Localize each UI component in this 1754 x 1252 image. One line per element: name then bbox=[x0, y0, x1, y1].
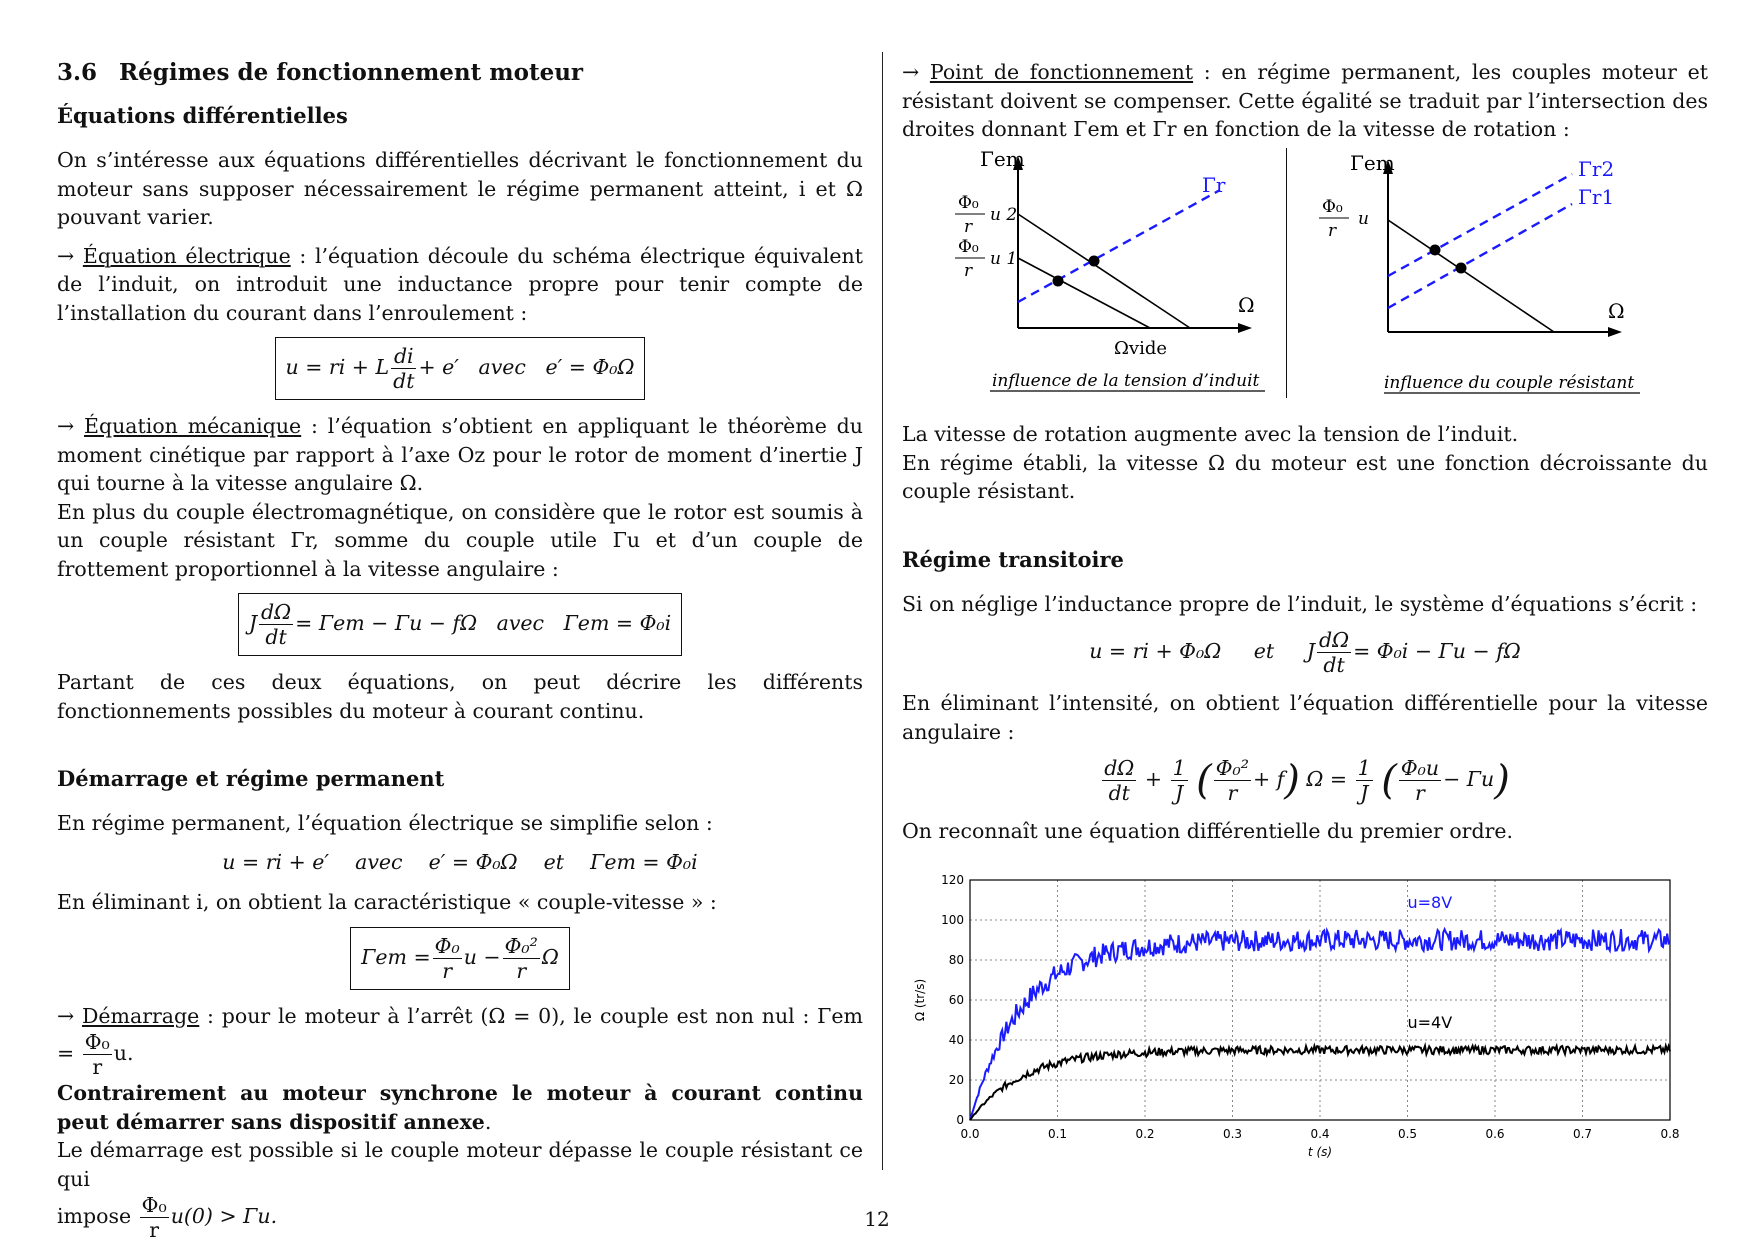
y-tick-label: 20 bbox=[948, 1073, 964, 1087]
x-tick-label: 0.2 bbox=[1135, 1127, 1155, 1141]
x-tick-label: 0.5 bbox=[1397, 1127, 1418, 1141]
x-tick-label: 0.7 bbox=[1572, 1127, 1593, 1141]
y-label: Γem bbox=[1350, 151, 1395, 175]
eq-part: u. bbox=[113, 1041, 134, 1065]
eq-den: r bbox=[92, 1055, 103, 1079]
x-arrowhead bbox=[1608, 327, 1622, 337]
eq-num: 1 bbox=[1172, 756, 1186, 780]
left-column bbox=[57, 58, 863, 1252]
eq-den: dt bbox=[265, 625, 287, 649]
elec-label: Équation électrique bbox=[82, 243, 291, 268]
y-tick-label: 120 bbox=[941, 873, 964, 887]
u1-var: u 1 bbox=[990, 249, 1018, 269]
eq-num: Φ₀² bbox=[1215, 756, 1249, 780]
eq-part: Ω bbox=[541, 944, 559, 969]
text: impose bbox=[57, 1204, 132, 1228]
speed-response-chart bbox=[910, 870, 1680, 1170]
eq-num: Φ₀u bbox=[1400, 756, 1440, 780]
u1-den: r bbox=[964, 261, 973, 281]
pf-label: Point de fonctionnement bbox=[929, 60, 1194, 84]
voltage-effect-paragraph: La vitesse de rotation augmente avec la tension de l’induit. bbox=[902, 422, 1519, 446]
mec-label: Équation mécanique bbox=[84, 414, 302, 438]
equation-transient-system bbox=[902, 628, 1708, 677]
arrow: → bbox=[57, 414, 75, 438]
line-gamma-r2 bbox=[1388, 174, 1572, 276]
bold-end: . bbox=[484, 1109, 492, 1134]
section-title: Régimes de fonctionnement moteur bbox=[119, 59, 584, 86]
y-tick-label: 40 bbox=[948, 1033, 964, 1047]
bold-statement bbox=[57, 1079, 863, 1136]
load-effect-paragraph: En régime établi, la vitesse Ω du moteur est une fonction décroissante du couple résistant. bbox=[902, 450, 1708, 503]
diagram-separator bbox=[1286, 148, 1287, 398]
eq-part: u = ri + Φ₀Ω et J bbox=[1089, 639, 1315, 663]
eq-num: 1 bbox=[1357, 756, 1371, 780]
eq-num: dΩ bbox=[261, 600, 292, 624]
eq-num: Φ₀² bbox=[504, 933, 538, 958]
eq-part: Ω = bbox=[1306, 767, 1348, 791]
subsection-transient: Régime transitoire bbox=[902, 546, 1124, 572]
equation-torque-speed bbox=[57, 927, 863, 990]
elec-text: : l’équation découle du schéma électrique équivalent de l’induit, on introduit une inductance propre pour tenir compte de l’installation du courant dans l’enroulement : bbox=[57, 243, 863, 325]
gamma-r1-label: Γr1 bbox=[1578, 185, 1615, 209]
intersection-r1 bbox=[1456, 263, 1467, 274]
eq-part: + bbox=[1144, 767, 1163, 791]
diagram-load-influence bbox=[1310, 148, 1640, 400]
section-number: 3.6 bbox=[57, 59, 98, 86]
line-gamma-r bbox=[1018, 190, 1220, 302]
startup-condition: Le démarrage est possible si le couple moteur dépasse le couple résistant ce qui bbox=[57, 1138, 863, 1191]
eq-den: dt bbox=[393, 369, 415, 393]
transient-intro: Si on néglige l’inductance propre de l’induit, le système d’équations s’écrit : bbox=[902, 591, 1698, 616]
series-line-u4v bbox=[970, 1046, 1670, 1120]
paren-open: ( bbox=[1196, 757, 1212, 804]
intersection-u1 bbox=[1053, 276, 1064, 287]
electrical-equation-paragraph bbox=[57, 242, 863, 328]
mec-text: : l’équation s’obtient en appliquant le théorème du moment cinétique par rapport à l’axe Oz pour le rotor de moment d’inertie J qui tourne à la vitesse angulaire Ω. bbox=[57, 414, 863, 495]
steady-state-paragraph: En régime permanent, l’équation électrique se simplifie selon : bbox=[57, 811, 713, 835]
u-den: r bbox=[1328, 221, 1337, 241]
eq-part: = Γem − Γu − fΩ avec Γem = Φ₀i bbox=[295, 611, 672, 635]
elimination-paragraph: En éliminant l’intensité, on obtient l’équation différentielle pour la vitesse angulaire : bbox=[902, 691, 1708, 744]
paren-close: ) bbox=[1284, 757, 1300, 804]
eq-den: r bbox=[442, 958, 453, 983]
x-tick-label: 0.8 bbox=[1660, 1127, 1680, 1141]
line-gamma-r1 bbox=[1388, 204, 1572, 308]
y-tick-label: 0 bbox=[956, 1113, 964, 1127]
series-label-u4v: u=4V bbox=[1407, 1013, 1453, 1032]
eq-num: dΩ bbox=[1318, 628, 1350, 652]
y-tick-label: 100 bbox=[941, 913, 964, 927]
right-column bbox=[902, 58, 1708, 154]
first-order-paragraph: On reconnaît une équation différentielle du premier ordre. bbox=[902, 819, 1514, 843]
x-tick-label: 0.6 bbox=[1485, 1127, 1505, 1141]
paren-close: ) bbox=[1494, 757, 1510, 804]
x-tick-label: 0.0 bbox=[960, 1127, 980, 1141]
arrow: → bbox=[902, 60, 920, 84]
gamma-r-label: Γr bbox=[1202, 173, 1226, 197]
eq-part: + f bbox=[1253, 767, 1285, 791]
y-tick-label: 80 bbox=[948, 953, 964, 967]
arrow: → bbox=[57, 243, 75, 268]
eq-num: Φ₀ bbox=[434, 933, 460, 958]
u2-den: r bbox=[964, 217, 973, 237]
conclusion-paragraph: Partant de ces deux équations, on peut décrire les différents fonctionnements possibles du moteur à courant continu. bbox=[57, 670, 863, 723]
x-axis-label: t (s) bbox=[1307, 1145, 1333, 1159]
bold-text: Contrairement au moteur synchrone le moteur à courant continu peut démarrer sans dispositif annexe bbox=[57, 1081, 863, 1134]
y-axis-label: Ω (tr/s) bbox=[913, 978, 927, 1022]
eq-part: = Φ₀i − Γu − fΩ bbox=[1353, 639, 1521, 663]
dem-label: Démarrage bbox=[81, 1003, 200, 1028]
subsection-startup: Démarrage et régime permanent bbox=[57, 766, 445, 791]
eq-part: − Γu bbox=[1443, 767, 1495, 791]
dem-text: : pour le moteur à l’arrêt (Ω = 0), le couple est non nul : Γem = bbox=[57, 1003, 863, 1065]
line-u1 bbox=[1018, 258, 1150, 328]
u-num: Φ₀ bbox=[1322, 197, 1343, 217]
section-heading bbox=[57, 58, 863, 88]
eq-part: u(0) > Γu. bbox=[170, 1204, 278, 1228]
intro-paragraph: On s’intéresse aux équations différentielles décrivant le fonctionnement du moteur sans supposer nécessairement le régime permanent atteint, i et Ω pouvant varier. bbox=[57, 148, 863, 229]
x-label: Ω bbox=[1608, 299, 1625, 323]
u-var: u bbox=[1358, 209, 1369, 229]
arrow: → bbox=[57, 1003, 75, 1028]
diagram-voltage-influence bbox=[940, 148, 1280, 400]
eq-den: J bbox=[1360, 781, 1369, 805]
eq-part: u = ri + L bbox=[285, 355, 390, 379]
eq-num: Φ₀ bbox=[84, 1030, 110, 1054]
x-tick-label: 0.1 bbox=[1047, 1127, 1068, 1141]
mechanical-equation-paragraph bbox=[57, 412, 863, 498]
torque-paragraph: En plus du couple électromagnétique, on considère que le rotor est soumis à un couple résistant Γr, somme du couple utile Γu et d’un couple de frottement proportionnel à la vitesse angulaire : bbox=[57, 499, 863, 581]
page-number: 12 bbox=[864, 1207, 890, 1231]
x-tick-label: 0.3 bbox=[1222, 1127, 1243, 1141]
equation-electrical bbox=[57, 337, 863, 400]
pf-text: : en régime permanent, les couples moteur et résistant doivent se compenser. Cette égalité se traduit par l’intersection des droites donnant Γem et Γr en fonction de la vitesse de rotation : bbox=[902, 60, 1709, 141]
caption-voltage: influence de la tension d’induit bbox=[992, 371, 1260, 391]
y-tick-label: 60 bbox=[948, 993, 964, 1007]
x-label: Ω bbox=[1238, 293, 1255, 317]
eq-den: dt bbox=[1108, 781, 1130, 805]
omega-vide-label: Ωvide bbox=[1114, 338, 1168, 359]
caption-load: influence du couple résistant bbox=[1384, 373, 1635, 393]
gamma-r2-label: Γr2 bbox=[1578, 157, 1615, 181]
eq-part: + e′ avec e′ = Φ₀Ω bbox=[418, 355, 635, 379]
x-arrowhead bbox=[1238, 323, 1252, 333]
equation-steady: u = ri + e′ avec e′ = Φ₀Ω et Γem = Φ₀i bbox=[222, 849, 698, 874]
operating-point-paragraph bbox=[902, 58, 1708, 144]
torque-speed-paragraph: En éliminant i, on obtient la caractéristique « couple-vitesse » : bbox=[57, 890, 717, 914]
eq-part: J bbox=[248, 611, 258, 635]
eq-num: di bbox=[391, 344, 416, 369]
y-label: Γem bbox=[980, 147, 1025, 171]
eq-part: Γem = bbox=[361, 944, 431, 969]
line-u bbox=[1388, 220, 1554, 332]
startup-paragraph bbox=[57, 1002, 863, 1080]
intersection-u2 bbox=[1089, 256, 1100, 267]
x-tick-label: 0.4 bbox=[1310, 1127, 1330, 1141]
eq-num: Φ₀ bbox=[141, 1193, 167, 1217]
u2-var: u 2 bbox=[990, 205, 1018, 225]
eq-part: u − bbox=[463, 944, 501, 969]
paren-open: ( bbox=[1381, 757, 1397, 804]
eq-den: r bbox=[1415, 781, 1425, 805]
u2-num: Φ₀ bbox=[958, 193, 979, 213]
column-divider bbox=[882, 52, 883, 1170]
intersection-r2 bbox=[1430, 245, 1441, 256]
eq-den: r bbox=[516, 958, 527, 983]
equation-first-order bbox=[902, 756, 1708, 805]
eq-den: dt bbox=[1323, 653, 1345, 677]
equation-mechanical bbox=[57, 593, 863, 656]
eq-den: r bbox=[1227, 781, 1238, 805]
eq-den: J bbox=[1174, 781, 1184, 805]
eq-den: r bbox=[149, 1218, 160, 1242]
subsection-equations: Équations différentielles bbox=[57, 103, 348, 128]
u1-num: Φ₀ bbox=[958, 237, 979, 257]
eq-num: dΩ bbox=[1104, 756, 1135, 780]
right-column-lower bbox=[902, 420, 1708, 856]
series-label-u8v: u=8V bbox=[1407, 893, 1453, 912]
